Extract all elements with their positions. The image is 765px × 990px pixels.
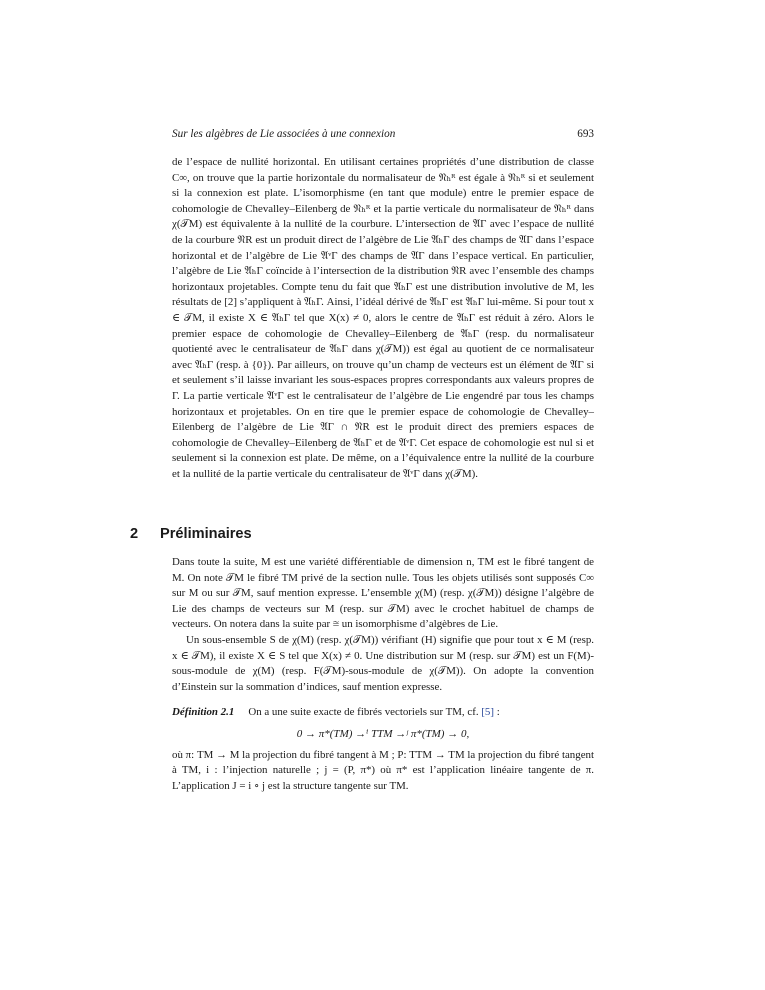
definition [172,705,594,721]
definition-text: On a une suite exacte de fibrés vectoriels sur TM, cf. [248,706,482,719]
display-equation: 0 → π*(TM) →ⁱ TTM →ʲ π*(TM) → 0, [296,727,470,740]
section-title: Préliminaires [160,526,252,542]
intro-paragraph: de l’espace de nullité horizontal. En utilisant certaines propriétés d’une distribution de classe C∞, on trouve que la partie horizontale du normalisateur de 𝔑ₕᴿ est égale à 𝔑ₕᴿ si et seulement si la connexion est plate. L’isomorphisme (en tant que module) entre le premier espace de cohomologie de Chevalley–Eilenberg de 𝔑ₕᴿ et la partie verticale du normalisateur de 𝔑ₕᴿ dans χ(𝒯M) est équivalente à la nullité de la courbure. L’intersection de 𝔄Γ avec l’espace de nullité de la courbure 𝔑R est un produit direct de l’algèbre de Lie 𝔄ₕΓ des champs de 𝔄Γ dans l’espace horizontal et de l’algèbre de Lie 𝔄ᵛΓ des champs de 𝔄Γ dans l’espace vertical. En particulier, l’algèbre de Lie 𝔄ₕΓ coïncide à l’intersection de la distribution 𝔑R avec l’ensemble des champs horizontaux projetables. Compte tenu du fait que 𝔄ₕΓ est une distribution involutive de M, les résultats de [2] s’appliquent à 𝔄ₕΓ. Ainsi, l’idéal dérivé de 𝔄ₕΓ est 𝔄ₕΓ lui-même. Si pour tout x ∈ 𝒯M, il existe X ∈ 𝔄ₕΓ tel que X(x) ≠ 0, alors le centre de 𝔄ₕΓ est réduit à zéro. Alors le premier espace de cohomologie de Chevalley–Eilenberg de 𝔄ₕΓ (resp. du normalisateur quotienté avec le centralisateur de 𝔄ₕΓ dans χ(𝒯M)) est égal au quotient de ce normalisateur avec 𝔄ₕΓ (resp. à {0}). Par ailleurs, on trouve qu’un champ de vecteurs est un élément de 𝔄Γ si et seulement s’il laisse invariant les sous-espaces propres correspondants aux valeurs propres de Γ. La partie verticale 𝔄ᵛΓ est le centralisateur de l’algèbre de Lie engendré par tous les champs horizontaux et projetables. On en tire que le premier espace de cohomologie de Chevalley–Eilenberg de l’algèbre de Lie 𝔄Γ ∩ 𝔑R est le produit direct des premiers espaces de cohomologie de Chevalley–Eilenberg de 𝔄ₕΓ et de 𝔄ᵛΓ. Cet espace de cohomologie est nul si et seulement si la connexion est plate. De même, on a l’équivalence entre la nullité de la courbure et la nullité de la partie verticale du centralisateur de 𝔄ᵛΓ dans χ(𝒯M). [172,156,594,480]
running-header [172,127,594,141]
definition-text-end: : [494,706,500,719]
section-paragraph-1: Dans toute la suite, M est une variété différentiable de dimension n, TM est le fibré tangent de M. On note 𝒯M le fibré TM privé de la section nulle. Tous les objets utilisés sont supposés C∞ sur M ou sur 𝒯M, sauf mention expresse. L’ensemble χ(M) (resp. χ(𝒯M)) désigne l’algèbre de Lie des champs de vecteurs sur M (resp. sur 𝒯M) avec le crochet habituel de champs de vecteurs. On notera dans la suite par ≅ un isomorphisme d’algèbres de Lie. [172,556,594,631]
section-paragraph-2: Un sous-ensemble S de χ(M) (resp. χ(𝒯M)) vérifiant (H) signifie que pour tout x ∈ M (resp. x ∈ 𝒯M), il existe X ∈ S tel que X(x) ≠ 0. Une distribution sur M (resp. sur 𝒯M) est un F(M)-sous-module de χ(M) (resp. F(𝒯M)-sous-module de χ(𝒯M)). On adopte la convention d’Einstein sur la sommation d’indices, sauf mention expresse. [172,633,594,693]
closing-paragraph: où π: TM → M la projection du fibré tangent à M ; P: TTM → TM la projection du fibré tangent à TM, i : l’injection naturelle ; j = (P, π*) où π* est l’application linéaire tangente de π. L’application J = i ∘ j est la structure tangente sur TM. [172,748,594,792]
running-title: Sur les algèbres de Lie associées à une connexion [172,128,396,140]
definition-label: Définition 2.1 [172,706,235,719]
section-body [172,555,594,794]
section-number: 2 [130,526,139,542]
intro-block [172,155,594,482]
citation-link[interactable]: [5] [481,706,494,719]
page-number: 693 [577,128,594,140]
section-heading [130,526,252,542]
